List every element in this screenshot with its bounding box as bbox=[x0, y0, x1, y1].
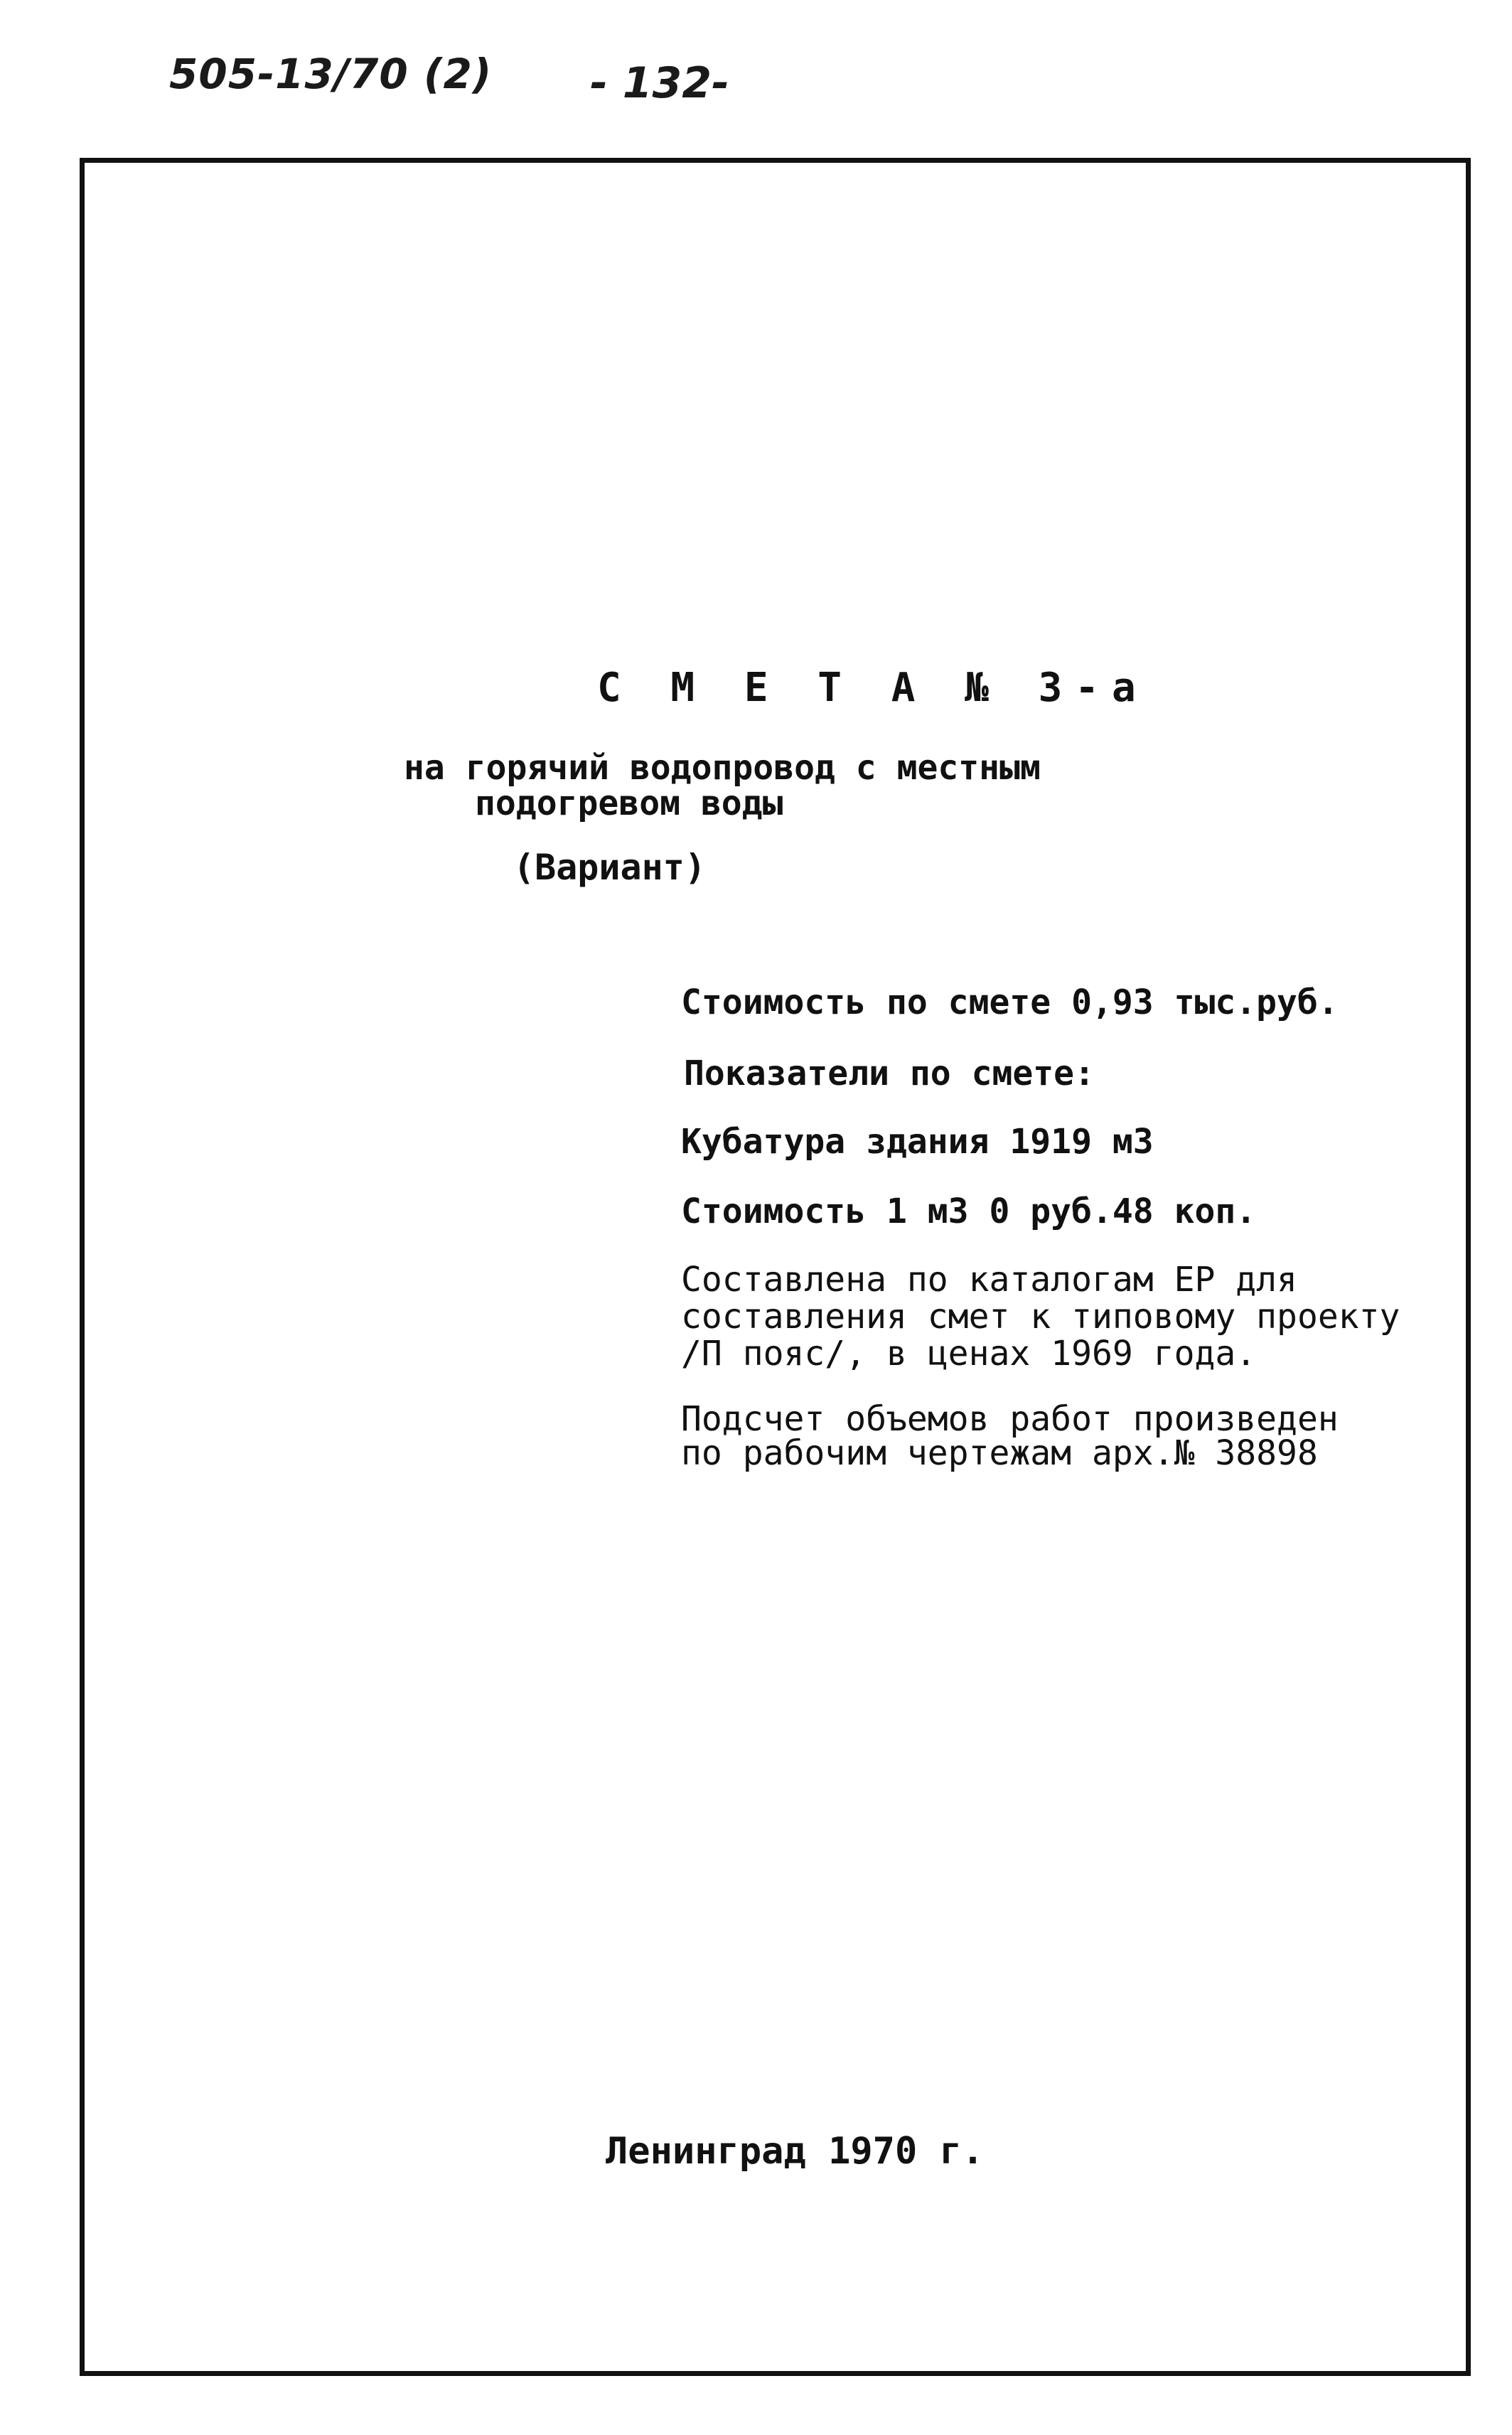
handwritten-page-number: - 132- bbox=[590, 58, 729, 108]
compiled-note-line-1: Составлена по каталогам ЕР для bbox=[681, 1260, 1297, 1300]
subtitle-line-1: на горячий водопровод с местным bbox=[404, 748, 1041, 788]
unit-cost: Стоимость 1 м3 0 руб.48 коп. bbox=[681, 1192, 1257, 1231]
subtitle-line-2: подогревом воды bbox=[475, 783, 783, 823]
indicators-heading: Показатели по смете: bbox=[684, 1054, 1095, 1093]
document-title: С М Е Т А № 3-а bbox=[597, 665, 1149, 711]
handwritten-document-code: 505-13/70 (2) bbox=[169, 50, 493, 98]
city-year: Ленинград 1970 г. bbox=[606, 2130, 985, 2173]
variant-label: (Вариант) bbox=[513, 847, 706, 888]
compiled-note-line-2: составления смет к типовому проекту bbox=[681, 1297, 1400, 1337]
compiled-note-line-3: /П пояс/, в ценах 1969 года. bbox=[681, 1334, 1257, 1374]
estimate-cost: Стоимость по смете 0,93 тыс.руб. bbox=[681, 983, 1339, 1022]
building-volume: Кубатура здания 1919 м3 bbox=[681, 1122, 1154, 1162]
count-note-line-1: Подсчет объемов работ произведен bbox=[681, 1399, 1339, 1439]
count-note-line-2: по рабочим чертежам арх.№ 38898 bbox=[681, 1433, 1318, 1473]
